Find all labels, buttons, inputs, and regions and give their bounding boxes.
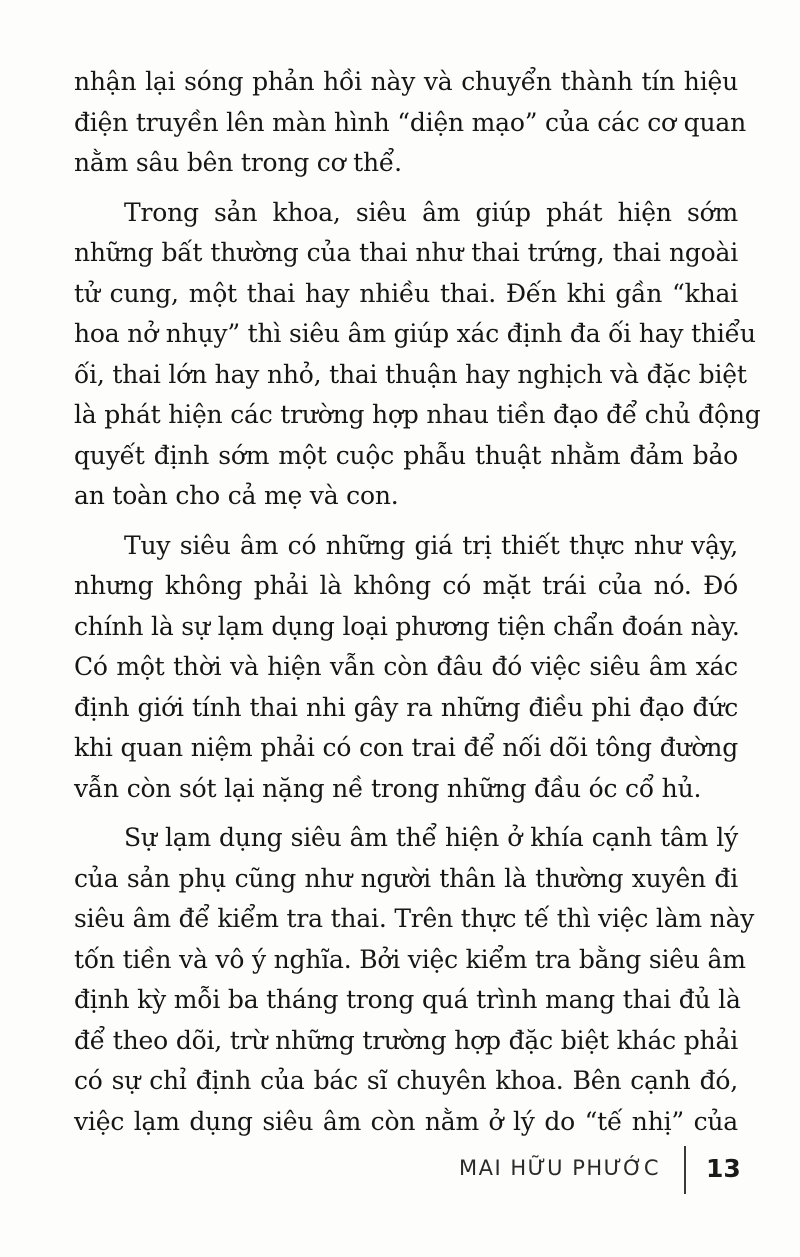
- footer-author: MAI HỮU PHƯỚC: [458, 1156, 660, 1180]
- page-number: 13: [706, 1154, 741, 1183]
- text-line: để theo dõi, trừ những trường hợp đặc biệt khác phải: [74, 1025, 738, 1055]
- text-line: Có một thời và hiện vẫn còn đâu đó việc siêu âm xác: [74, 652, 738, 681]
- paragraph-1: [74, 62, 746, 184]
- body-text: [74, 62, 761, 1151]
- text-line: những bất thường của thai như thai trứng, thai ngoài: [74, 238, 738, 267]
- text-line: tốn tiền và vô ý nghĩa. Bởi việc kiểm tra bằng siêu âm: [74, 944, 746, 974]
- text-line: ối, thai lớn hay nhỏ, thai thuận hay nghịch và đặc biệt: [74, 359, 747, 389]
- paragraph-2: [74, 193, 761, 517]
- text-line: Tuy siêu âm có những giá trị thiết thực như vậy,: [124, 530, 738, 560]
- text-line: hoa nở nhụy” thì siêu âm giúp xác định đa ối hay thiểu: [74, 319, 756, 348]
- text-line: điện truyền lên màn hình “diện mạo” của các cơ quan: [74, 107, 746, 137]
- text-line: nằm sâu bên trong cơ thể.: [74, 148, 402, 177]
- text-line: chính là sự lạm dụng loại phương tiện chẩn đoán này.: [74, 611, 740, 641]
- text-line: khi quan niệm phải có con trai để nối dõi tông đường: [74, 733, 738, 762]
- text-line: là phát hiện các trường hợp nhau tiền đạo để chủ động: [74, 400, 761, 429]
- page-footer: [0, 1140, 800, 1200]
- paragraph-4: [74, 818, 755, 1142]
- text-line: việc lạm dụng siêu âm còn nằm ở lý do “tế nhị” của: [74, 1106, 738, 1136]
- text-line: nhưng không phải là không có mặt trái của nó. Đó: [74, 571, 738, 600]
- text-line: tử cung, một thai hay nhiều thai. Đến khi gần “khai: [74, 278, 738, 308]
- text-line: của sản phụ cũng như người thân là thường xuyên đi: [74, 863, 738, 893]
- paragraph-3: [74, 526, 738, 810]
- text-line: quyết định sớm một cuộc phẫu thuật nhằm đảm bảo: [74, 440, 738, 470]
- text-line: định kỳ mỗi ba tháng trong quá trình mang thai đủ là: [74, 985, 741, 1014]
- footer-divider: [684, 1146, 686, 1194]
- text-line: Trong sản khoa, siêu âm giúp phát hiện sớm: [124, 197, 738, 227]
- text-line: Sự lạm dụng siêu âm thể hiện ở khía cạnh tâm lý: [124, 823, 738, 852]
- text-line: định giới tính thai nhi gây ra những điều phi đạo đức: [74, 692, 738, 722]
- text-line: nhận lại sóng phản hồi này và chuyển thành tín hiệu: [74, 67, 738, 96]
- text-line: có sự chỉ định của bác sĩ chuyên khoa. Bên cạnh đó,: [74, 1066, 738, 1095]
- text-line: vẫn còn sót lại nặng nề trong những đầu óc cổ hủ.: [74, 773, 702, 803]
- text-line: an toàn cho cả mẹ và con.: [74, 481, 399, 510]
- text-line: siêu âm để kiểm tra thai. Trên thực tế thì việc làm này: [74, 904, 755, 933]
